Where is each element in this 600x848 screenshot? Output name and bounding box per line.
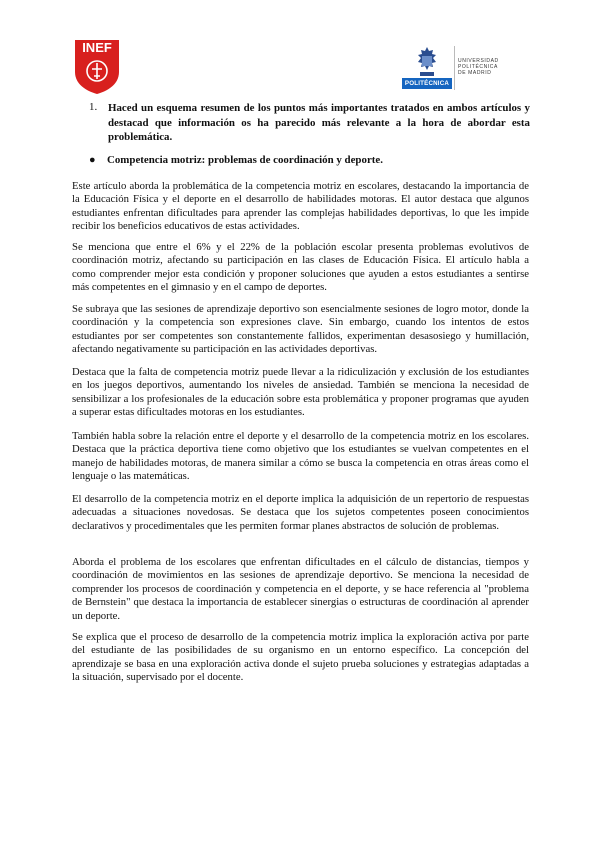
svg-text:INEF: INEF xyxy=(82,40,112,55)
logo-divider xyxy=(454,46,455,90)
paragraph: Se menciona que entre el 6% y el 22% de la población escolar presenta problemas evolutivos de coordinación motriz, afectando su participación en las clases de Educación Física. El artículo habla a como comprender mejor esta condición y proponer soluciones que ayuden a estos estudiantes a sentirse más competentes en el gimnasio y en el campo de deportes. xyxy=(72,241,529,294)
paragraph: Se subraya que las sesiones de aprendizaje deportivo son esencialmente sesiones de logro motor, donde la coordinación y la competencia son expresiones clave. Sin embargo, cuando los intentos de estos estudiantes por ser competentes son constantemente fallidos, experimentan desasosiego y humillación, afectando negativamente su participación en las actividades deportivas. xyxy=(72,303,529,356)
paragraph: El desarrollo de la competencia motriz en el deporte implica la adquisición de un repertorio de respuestas adecuadas a situaciones novedosas. Se destaca que los sujetos competentes poseen conocimientos declarativos y procedimentales que les permiten formar planes abstractos de solución de problemas. xyxy=(72,493,529,532)
upm-badge: POLITÉCNICA xyxy=(402,78,452,89)
paragraph: Este artículo aborda la problemática de la competencia motriz en escolares, destacando la importancia de la Educación Física y el deporte en el desarrollo de habilidades motoras. El autor destaca que algunos estudiantes enfrentan dificultades para aprender las complejas habilidades deportivas, lo que les impide recibir los beneficios educativos de estas actividades. xyxy=(72,180,529,233)
section-heading xyxy=(89,154,383,166)
paragraph: Aborda el problema de los escolares que enfrentan dificultades en el cálculo de distancias, tiempos y coordinación de movimientos en las sesiones de aprendizaje deportivo. Se menciona la necesidad de comprender los procesos de coordinación y competencia en el deporte, y se hace referencia al "problema de Bernstein" que destaca la importancia de establecer sinergias o estructuras de coordinación al aprender un deporte. xyxy=(72,556,529,622)
bullet-icon: ● xyxy=(89,154,96,166)
question-text: Haced un esquema resumen de los puntos más importantes tratados en ambos artículos y destacad que información os ha parecido más relevante a la hora de abordar esta problemática. xyxy=(108,102,530,144)
question-number: 1. xyxy=(89,101,98,113)
inef-logo xyxy=(72,36,122,96)
section-heading-text: Competencia motriz: problemas de coordinación y deporte. xyxy=(107,154,383,166)
paragraph: También habla sobre la relación entre el deporte y el desarrollo de la competencia motriz en los escolares. Destaca que la práctica deportiva tiene como objetivo que los estudiantes se vuelvan competentes en el manejo de habilidades motoras, de manera similar a cómo se busca la competencia en otras áreas como el lenguaje o las matemáticas. xyxy=(72,430,529,483)
paragraph: Se explica que el proceso de desarrollo de la competencia motriz implica la exploración activa por parte del estudiante de las posibilidades de su organismo en un entorno específico. La concepción del aprendizaje se basa en una exploración activa donde el sujeto prueba soluciones y estrategias adaptadas a la situación, supervisado por el docente. xyxy=(72,631,529,684)
upm-crest-icon xyxy=(414,46,440,78)
upm-logo xyxy=(402,44,542,92)
upm-name: UNIVERSIDAD POLITÉCNICA DE MADRID xyxy=(458,58,499,77)
paragraph: Destaca que la falta de competencia motriz puede llevar a la ridiculización y exclusión de los estudiantes en los juegos deportivos, aumentando los niveles de ansiedad. También se menciona la necesidad de sensibilizar a los profesionales de la educación sobre esta problemática y proponer programas que ayuden a superar estas dificultades motoras en los estudiantes. xyxy=(72,366,529,419)
